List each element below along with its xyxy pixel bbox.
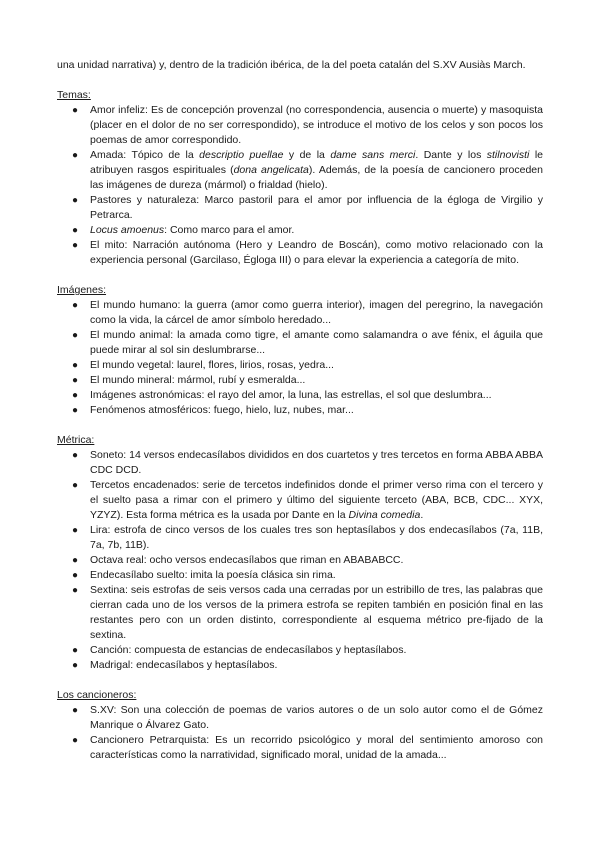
list-item (72, 103, 543, 148)
bullet-list (57, 448, 543, 673)
bullet-icon: ● (72, 480, 79, 491)
bullet-icon: ● (72, 660, 79, 671)
bullet-icon: ● (72, 150, 79, 161)
italic-text: Locus amoenus (90, 224, 165, 236)
list-item (72, 643, 543, 658)
bullet-icon: ● (72, 390, 79, 401)
bullet-icon: ● (72, 405, 79, 416)
list-item (72, 223, 543, 238)
italic-text: dame sans merci (330, 149, 416, 161)
text-run: S.XV: Son una colección de poemas de varios autores o de un solo autor como el de Gómez Manrique o Álvarez Gato. (90, 704, 543, 731)
italic-text: stilnovisti (486, 149, 530, 161)
list-item (72, 568, 543, 583)
bullet-icon: ● (72, 225, 79, 236)
list-item (72, 403, 543, 418)
list-item (72, 703, 543, 733)
bullet-icon: ● (72, 375, 79, 386)
text-run: El mito: Narración autónoma (Hero y Leandro de Boscán), como motivo relacionado con la experiencia personal (Garcilaso, Égloga III) o para elevar la experiencia a categoría de mito. (90, 239, 543, 266)
bullet-icon: ● (72, 240, 79, 251)
bullet-icon: ● (72, 525, 79, 536)
bullet-icon: ● (72, 645, 79, 656)
bullet-icon: ● (72, 585, 79, 596)
list-item (72, 148, 543, 193)
bullet-icon: ● (72, 570, 79, 581)
bullet-list (57, 298, 543, 418)
list-item (72, 358, 543, 373)
text-run: Fenómenos atmosféricos: fuego, hielo, luz, nubes, mar... (90, 404, 354, 416)
text-run: . (420, 509, 424, 521)
bullet-icon: ● (72, 300, 79, 311)
section-heading: Los cancioneros: (57, 689, 137, 701)
text-run: El mundo vegetal: laurel, flores, lirios, rosas, yedra... (90, 359, 334, 371)
list-item (72, 553, 543, 568)
section-heading: Imágenes: (57, 284, 107, 296)
text-run: Sextina: seis estrofas de seis versos cada una cerradas por un estribillo de tres, las palabras que cierran cada uno de los versos de la primera estrofa se repiten también en posición final en las restantes pero con un orden distinto, correspondiente al esquema métrico pre-fijado de la sextina. (90, 584, 543, 641)
text-run: Lira: estrofa de cinco versos de los cuales tres son heptasílabos y dos endecasílabos (7a, 11B, 7a, 7b, 11B). (90, 524, 543, 551)
text-run: El mundo mineral: mármol, rubí y esmeralda... (90, 374, 306, 386)
bullet-icon: ● (72, 330, 79, 341)
text-run: Amada: Tópico de la (90, 149, 200, 161)
text-run: El mundo humano: la guerra (amor como guerra interior), imagen del peregrino, la navegación como la vida, la cárcel de amor símbolo heredado... (90, 299, 543, 326)
list-item (72, 583, 543, 643)
list-item (72, 658, 543, 673)
section-heading: Temas: (57, 89, 91, 101)
bullet-icon: ● (72, 360, 79, 371)
list-item (72, 328, 543, 358)
text-run: . Dante y los (415, 149, 487, 161)
text-run: Canción: compuesta de estancias de endecasílabos y heptasílabos. (90, 644, 407, 656)
bullet-icon: ● (72, 705, 79, 716)
italic-text: descriptio puellae (199, 149, 284, 161)
text-run: Endecasílabo suelto: imita la poesía clásica sin rima. (90, 569, 336, 581)
list-item (72, 193, 543, 223)
section-heading: Métrica: (57, 434, 95, 446)
list-item (72, 733, 543, 763)
text-run: ). Además, de la poesía de cancionero proceden las imágenes de dureza (mármol) o frialdad (hielo). (90, 164, 543, 191)
text-run: le atribuyen rasgos espirituales ( (90, 149, 543, 176)
text-run: Octava real: ocho versos endecasílabos que riman en ABABABCC. (90, 554, 404, 566)
text-run: Amor infeliz: Es de concepción provenzal (no correspondencia, ausencia o muerte) y masoquista (placer en el dolor de no ser correspondido), se introduce el motivo de los celos y son pocos los poemas de amor correspondido. (90, 104, 543, 146)
list-item (72, 238, 543, 268)
bullet-icon: ● (72, 195, 79, 206)
bullet-list (57, 103, 543, 268)
text-run: Imágenes astronómicas: el rayo del amor, la luna, las estrellas, el sol que deslumbra... (90, 389, 492, 401)
list-item (72, 523, 543, 553)
text-run: Pastores y naturaleza: Marco pastoril para el amor por influencia de la égloga de Virgilio y Petrarca. (90, 194, 543, 221)
list-item (72, 478, 543, 523)
bullet-list (57, 703, 543, 763)
text-run: Tercetos encadenados: serie de tercetos indefinidos donde el primer verso rima con el tercero y el suelto pasa a rimar con el primero y último del siguiente terceto (ABA, BCB, CDC... XYX, YZYZ). Esta forma métrica es la usada por Dante en la (90, 479, 543, 521)
document-content (57, 58, 543, 763)
bullet-icon: ● (72, 555, 79, 566)
text-run: Madrigal: endecasílabos y heptasílabos. (90, 659, 278, 671)
list-item (72, 373, 543, 388)
intro-paragraph: una unidad narrativa) y, dentro de la tradición ibérica, de la del poeta catalán del S.XV Ausiàs March. (57, 59, 526, 71)
bullet-icon: ● (72, 105, 79, 116)
italic-text: Divina comedia (348, 509, 421, 521)
bullet-icon: ● (72, 735, 79, 746)
list-item (72, 388, 543, 403)
list-item (72, 298, 543, 328)
text-run: y de la (283, 149, 331, 161)
italic-text: dona angelicata (233, 164, 309, 176)
text-run: : Como marco para el amor. (164, 224, 295, 236)
bullet-icon: ● (72, 450, 79, 461)
list-item (72, 448, 543, 478)
text-run: Soneto: 14 versos endecasílabos divididos en dos cuartetos y tres tercetos en forma ABBA ABBA CDC DCD. (90, 449, 543, 476)
text-run: El mundo animal: la amada como tigre, el amante como salamandra o ave fénix, el águila que puede mirar al sol sin deslumbrarse... (90, 329, 543, 356)
text-run: Cancionero Petrarquista: Es un recorrido psicológico y moral del sentimiento amoroso con características como la narratividad, significado moral, unidad de la amada... (90, 734, 543, 761)
